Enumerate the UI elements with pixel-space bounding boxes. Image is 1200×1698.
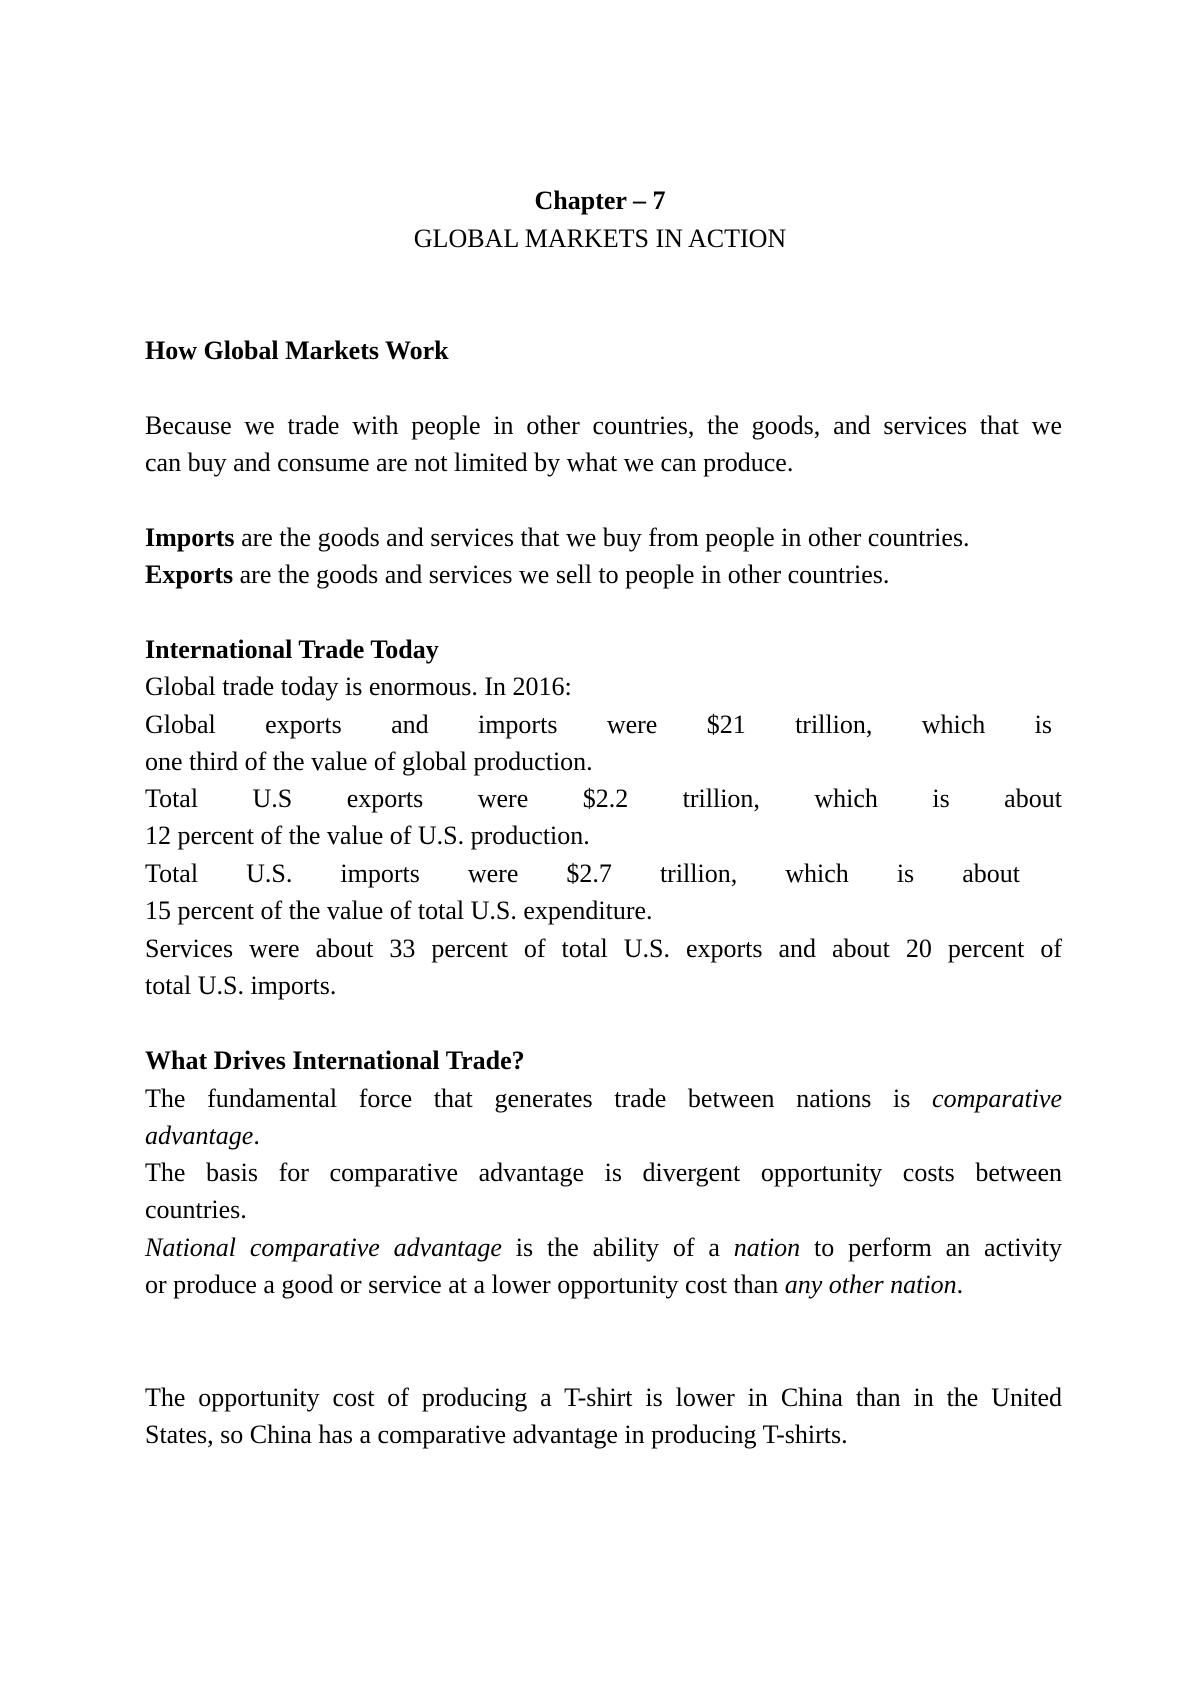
word: is — [1034, 710, 1052, 739]
nation-term: nation — [733, 1233, 801, 1262]
force-text: The fundamental force that generates trade between nations is — [145, 1084, 933, 1113]
word: which — [814, 784, 878, 813]
word: Total — [145, 784, 199, 813]
us-imports-line — [145, 856, 1020, 892]
force-line-2 — [145, 1118, 1062, 1154]
force-line — [145, 1081, 1062, 1117]
word: U.S — [252, 784, 293, 813]
word: Global — [145, 710, 216, 739]
word: trillion, — [682, 784, 760, 813]
paragraph-line: 12 percent of the value of U.S. production. — [145, 821, 590, 850]
section-heading-how-global-markets-work: How Global Markets Work — [145, 336, 449, 365]
us-exports-line — [145, 781, 1062, 817]
section-heading-international-trade-today: International Trade Today — [145, 635, 439, 664]
word: were — [467, 859, 519, 888]
word: is — [932, 784, 950, 813]
text: is the ability of a — [501, 1233, 734, 1262]
exports-text: are the goods and services we sell to people in other countries. — [233, 560, 890, 589]
paragraph-line: The opportunity cost of producing a T-shirt is lower in China than in the United — [145, 1383, 1062, 1412]
chapter-label: Chapter – 7 — [534, 186, 666, 215]
exports-term: Exports — [145, 560, 234, 589]
imports-definition — [145, 520, 1062, 556]
national-advantage-line-2 — [145, 1267, 1062, 1303]
paragraph-line: total U.S. imports. — [145, 971, 337, 1000]
paragraph-line: States, so China has a comparative advantage in producing T-shirts. — [145, 1420, 848, 1449]
word: imports — [477, 710, 558, 739]
word: trillion, — [659, 859, 738, 888]
text: or produce a good or service at a lower opportunity cost than — [145, 1270, 785, 1299]
word: exports — [346, 784, 424, 813]
word: is — [896, 859, 915, 888]
force-term: comparative — [932, 1084, 1062, 1113]
paragraph-line: can buy and consume are not limited by what we can produce. — [145, 448, 794, 477]
word: exports — [265, 710, 342, 739]
word: $2.7 — [566, 859, 612, 888]
word: $21 — [706, 710, 746, 739]
period: . — [956, 1270, 964, 1299]
word: and — [391, 710, 429, 739]
paragraph-line: Because we trade with people in other countries, the goods, and services that we — [145, 411, 1062, 440]
period: . — [253, 1121, 260, 1150]
imports-text: are the goods and services that we buy from people in other countries. — [234, 523, 970, 552]
force-term-continued: advantage — [145, 1121, 254, 1150]
word: U.S. — [246, 859, 293, 888]
word: $2.2 — [582, 784, 629, 813]
word: were — [477, 784, 529, 813]
word: about — [1004, 784, 1062, 813]
global-trade-line — [145, 707, 1052, 743]
word: trillion, — [795, 710, 873, 739]
word: which — [921, 710, 986, 739]
word: were — [606, 710, 658, 739]
word: about — [962, 859, 1020, 888]
paragraph-line: one third of the value of global production. — [145, 747, 593, 776]
imports-term: Imports — [145, 523, 235, 552]
section-heading-what-drives-international-trade: What Drives International Trade? — [145, 1046, 525, 1075]
word: Total — [145, 859, 199, 888]
word: imports — [340, 859, 420, 888]
any-other-nation-term: any other nation — [784, 1270, 957, 1299]
national-advantage-line — [145, 1230, 1062, 1266]
paragraph-line: 15 percent of the value of total U.S. expenditure. — [145, 896, 653, 925]
paragraph-line: The basis for comparative advantage is divergent opportunity costs between — [145, 1158, 1062, 1187]
paragraph-line: Services were about 33 percent of total U.S. exports and about 20 percent of — [145, 934, 1062, 963]
word: which — [785, 859, 849, 888]
national-term: National comparative advantage — [145, 1233, 502, 1262]
exports-definition — [145, 557, 1062, 593]
chapter-title: GLOBAL MARKETS IN ACTION — [413, 224, 787, 253]
text: to perform an activity — [800, 1233, 1062, 1262]
paragraph-line: countries. — [145, 1195, 247, 1224]
paragraph-line: Global trade today is enormous. In 2016: — [145, 672, 572, 701]
